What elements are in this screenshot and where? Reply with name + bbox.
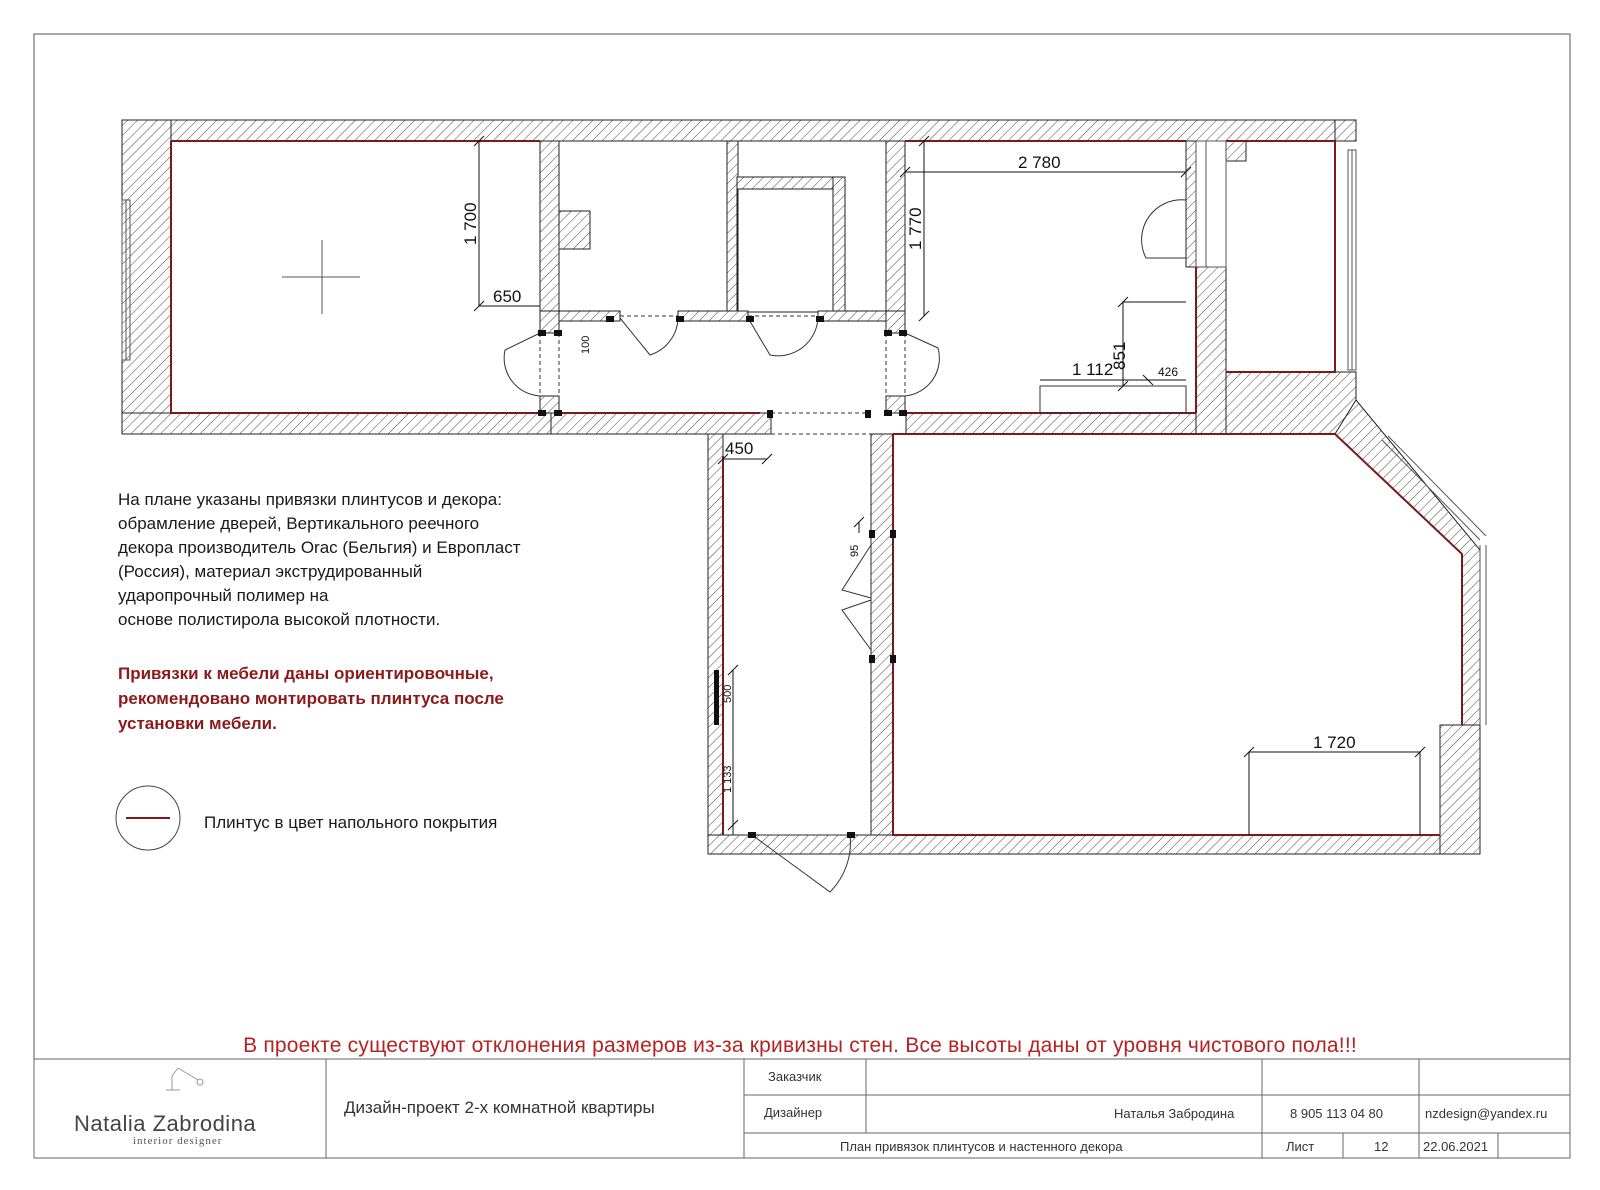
designer-label: Дизайнер	[764, 1105, 823, 1120]
dim-100: 100	[580, 335, 592, 354]
dim-426: 426	[1158, 365, 1179, 379]
warning-line: установки мебели.	[118, 714, 277, 733]
dim-1770: 1 770	[906, 207, 925, 250]
note-line: (Россия), материал экструдированный	[118, 562, 423, 581]
notes-description	[118, 488, 618, 632]
note-line: обрамление дверей, Вертикального реечного	[118, 514, 480, 533]
warning-line: рекомендовано монтировать плинтуса после	[118, 689, 504, 708]
dim-1700: 1 700	[461, 202, 480, 245]
dim-851: 851	[1110, 341, 1129, 370]
dim-650: 650	[493, 287, 522, 306]
note-line: На плане указаны привязки плинтусов и декора:	[118, 490, 502, 509]
wall-hatch-group	[122, 120, 1480, 854]
dimension-lines	[474, 136, 1425, 835]
notes-warning	[118, 661, 598, 736]
dim-95: 95	[849, 544, 861, 557]
dim-500: 500	[722, 684, 734, 703]
logo-name: Natalia Zabrodina	[74, 1111, 257, 1136]
warning-line: Привязки к мебели даны ориентировочные,	[118, 664, 494, 683]
dim-1720: 1 720	[1313, 733, 1356, 752]
note-line: ударопрочный полимер на	[118, 586, 329, 605]
dim-1133: 1 133	[722, 765, 734, 793]
customer-label: Заказчик	[768, 1069, 822, 1084]
ceiling-light-mark	[282, 240, 360, 314]
logo-subtitle: interior designer	[133, 1135, 223, 1147]
designer-name: Наталья Забродина	[1114, 1106, 1235, 1121]
deviation-warning-banner: В проекте существуют отклонения размеров из-за кривизны стен. Все высоты даны от уровня чистового пола!!!	[243, 1034, 1357, 1057]
designer-phone: 8 905 113 04 80	[1290, 1106, 1384, 1121]
dim-1112: 1 112	[1072, 360, 1114, 379]
legend-baseboard-label: Плинтус в цвет напольного покрытия	[204, 813, 498, 832]
sheet-date: 22.06.2021	[1423, 1139, 1489, 1154]
note-line: декора производитель Orac (Бельгия) и Европласт	[118, 538, 521, 557]
designer-email: nzdesign@yandex.ru	[1425, 1106, 1548, 1121]
note-line: основе полистирола высокой плотности.	[118, 610, 441, 629]
designer-logo-icon	[166, 1068, 203, 1090]
sheet-title: План привязок плинтусов и настенного декора	[840, 1139, 1123, 1154]
dim-450: 450	[725, 439, 754, 458]
project-title: Дизайн-проект 2-х комнатной квартиры	[344, 1098, 655, 1117]
sheet-label: Лист	[1286, 1139, 1315, 1154]
sheet-number: 12	[1374, 1139, 1389, 1154]
dim-2780: 2 780	[1018, 153, 1061, 172]
